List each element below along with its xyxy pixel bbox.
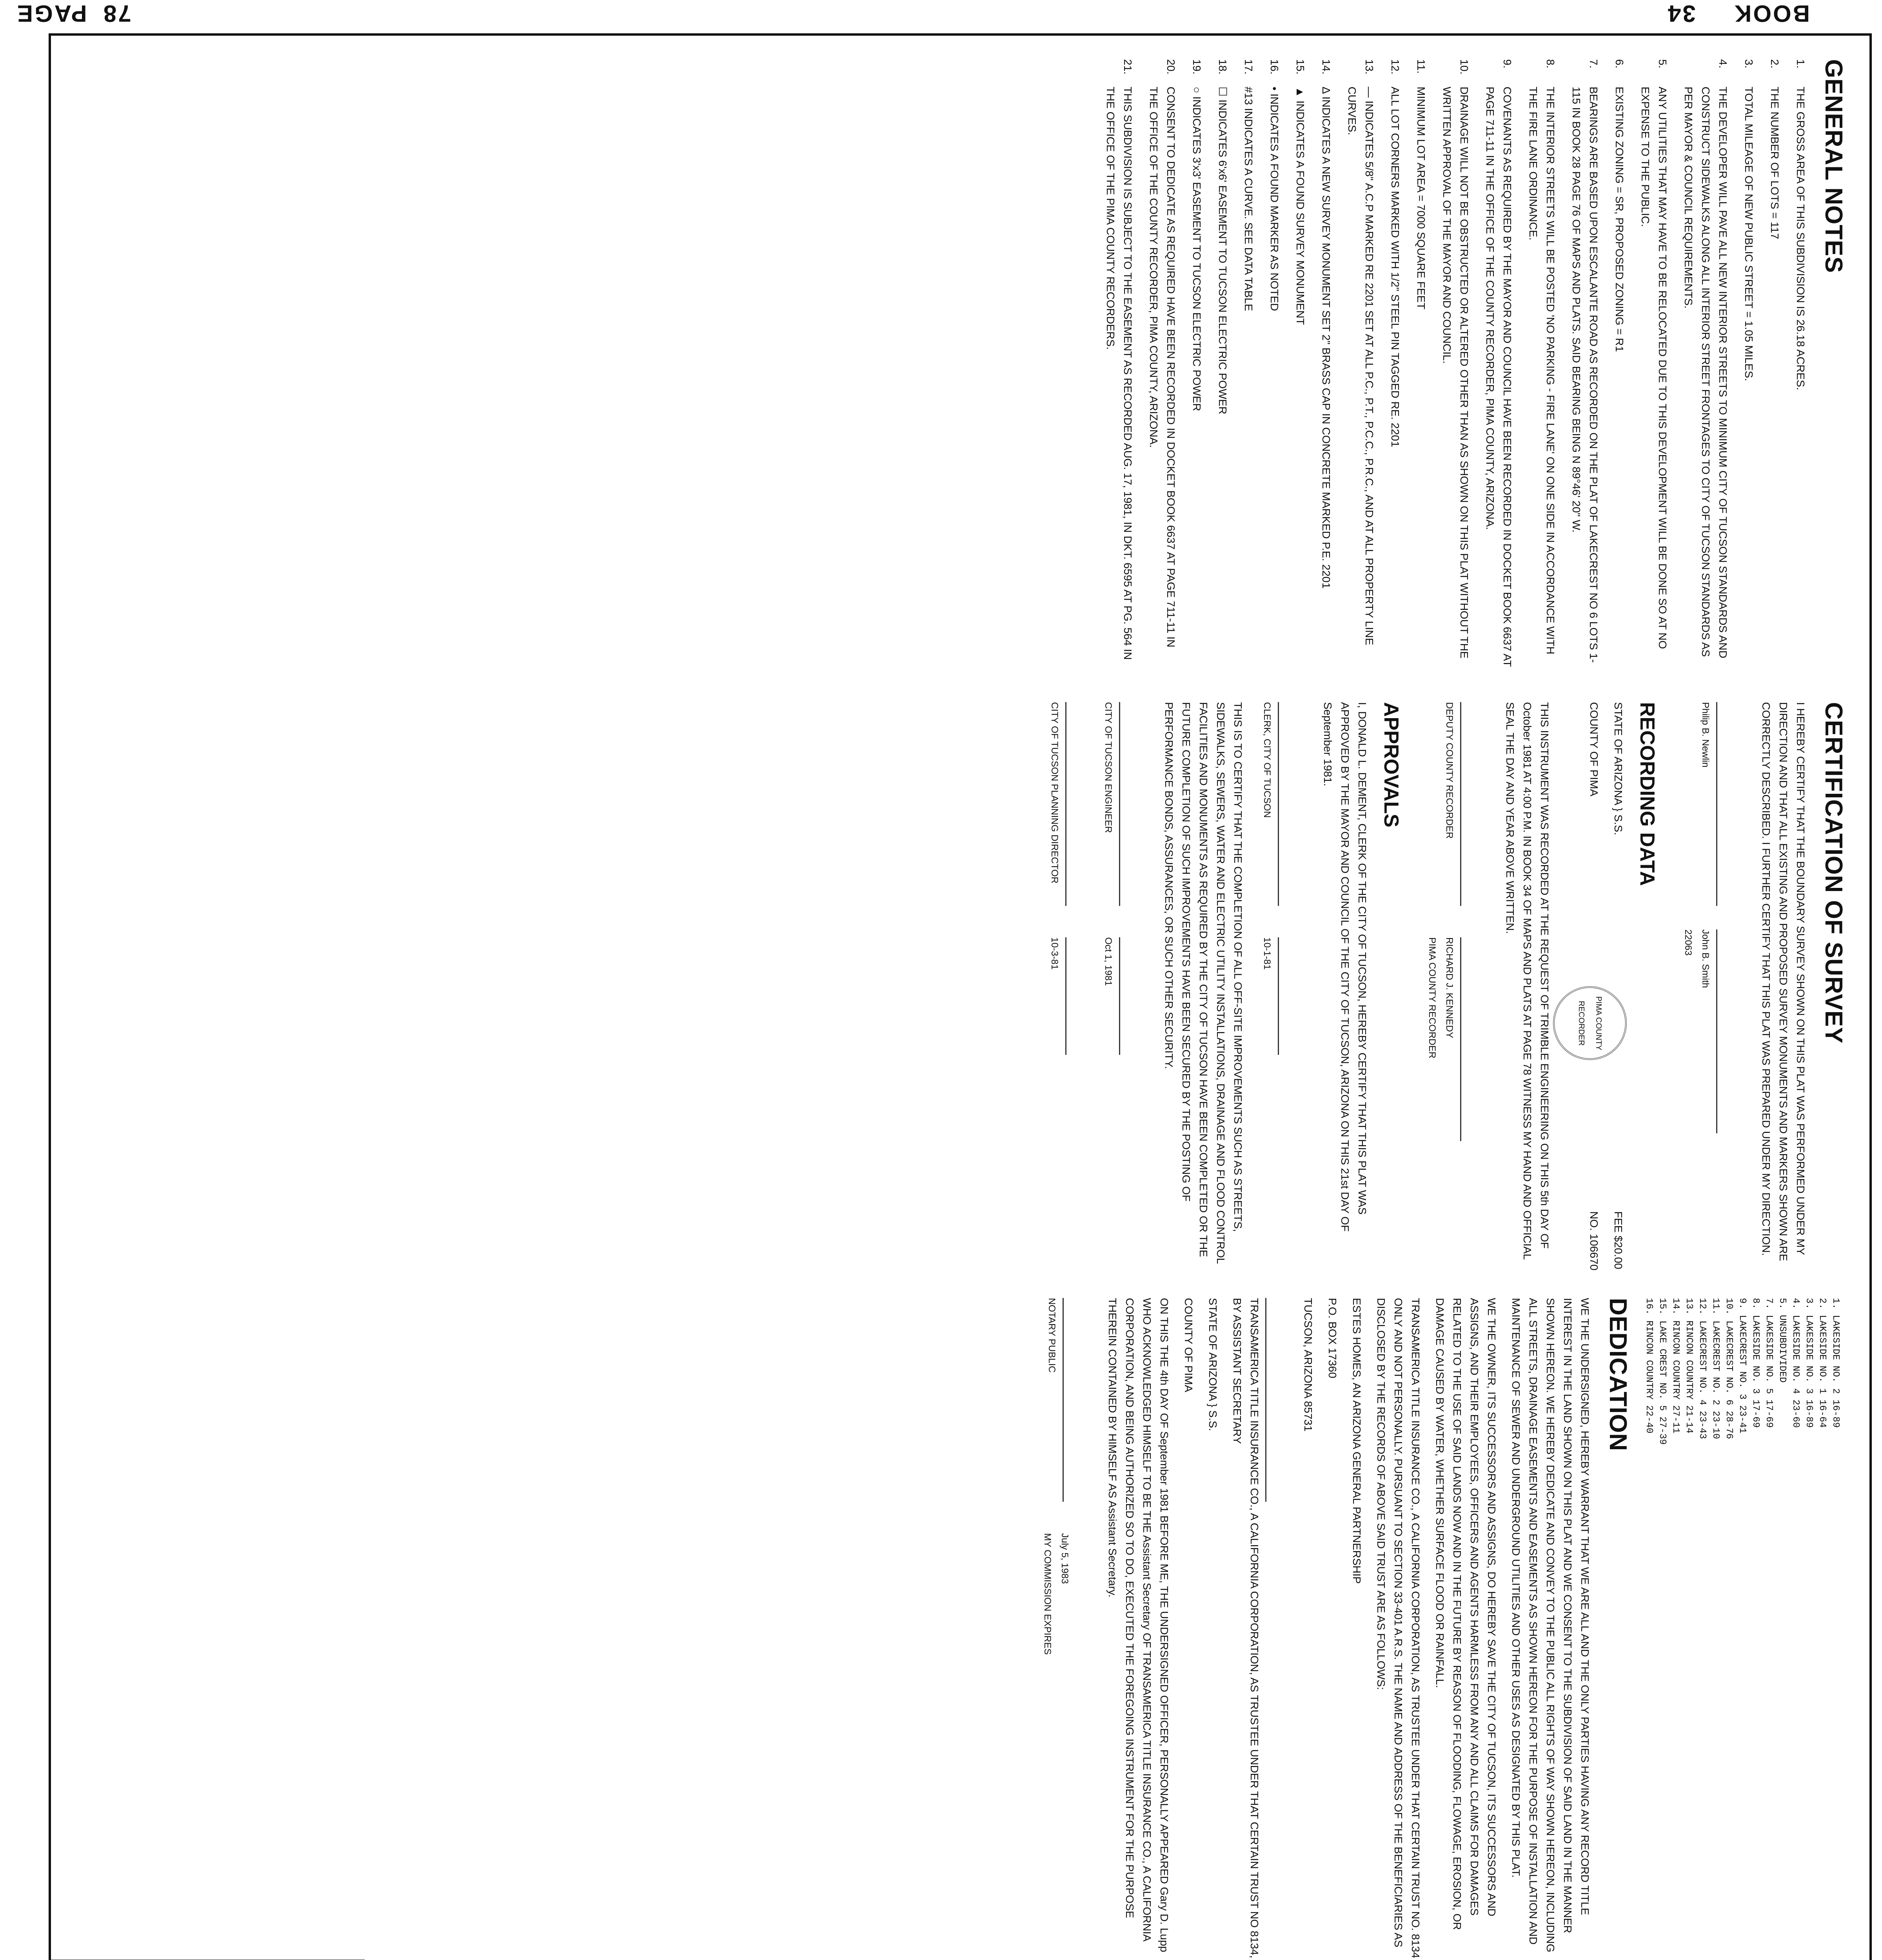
signature-line [1716, 929, 1741, 1133]
general-notes-section [1093, 59, 1847, 671]
commission-expiry-label: MY COMMISSION EXPIRES [1042, 1533, 1053, 1655]
legend-table-row: 4. LAKESIDE NO. 4 23-60 [1790, 1298, 1801, 1428]
certification-title: CERTIFICATION OF SURVEY [1820, 702, 1847, 1044]
general-note-number: 18. [1217, 59, 1229, 74]
general-note-number: 5. [1657, 59, 1669, 69]
notary-label: NOTARY PUBLIC [1046, 1298, 1057, 1373]
general-note-number: 4. [1717, 59, 1729, 69]
general-note-number: 6. [1613, 59, 1626, 69]
general-note-number: 3. [1743, 59, 1755, 69]
sheet-header [0, 0, 1882, 27]
dedication-column [1039, 1298, 1842, 1960]
general-note-item [1438, 59, 1473, 671]
recording-state: STATE OF ARIZONA } S.S. [1612, 702, 1624, 835]
ack-county: COUNTY OF PIMA [1183, 1298, 1195, 1392]
legend-table-row: 7. LAKESIDE NO. 5 17-69 [1764, 1298, 1774, 1428]
signature-line [1063, 1298, 1087, 1502]
date-line [1278, 937, 1303, 1055]
general-note-number: 15. [1294, 59, 1306, 74]
recording-county: COUNTY OF PIMA [1588, 702, 1600, 797]
certification-column [1046, 702, 1847, 1270]
general-note-number: 10. [1458, 59, 1470, 74]
header-book-number: 34 [1666, 0, 1696, 27]
general-note-text: • INDICATES A FOUND MARKER AS NOTED [1268, 87, 1281, 311]
general-note-number: 8. [1544, 59, 1557, 69]
trustee-statement: TRANSAMERICA TITLE INSURANCE CO., A CALIFORNIA CORPORATION, AS TRUSTEE UNDER THAT CERTAIN TRUST NO 8134, BY ASSISTANT SECRETARY [1231, 1298, 1261, 1958]
general-note-item [1792, 59, 1809, 671]
dedication-title: DEDICATION [1604, 1298, 1631, 1452]
deputy-label: DEPUTY COUNTY RECORDER [1444, 702, 1455, 839]
general-note-number: 2. [1769, 59, 1781, 69]
legend-table-row: 5. UNSUBDIVIDED [1777, 1298, 1788, 1383]
general-note-text: Δ INDICATES A NEW SURVEY MONUMENT SET 2" BRASS CAP IN CONCRETE MARKED P.E. 2201 [1320, 87, 1332, 589]
general-note-text: ANY UTILITIES THAT MAY HAVE TO BE RELOCATED DUE TO THIS DEVELOPMENT WILL BE DONE SO AT NO EXPENSE TO THE PUBLIC. [1639, 87, 1669, 649]
recording-number: NO. 106670 [1588, 1211, 1600, 1270]
beneficiary-city: TUCSON, ARIZONA 85731 [1302, 1298, 1314, 1432]
approval-date-2: Oct 1, 1981 [1103, 937, 1114, 986]
general-note-text: #13 INDICATES A CURVE. SEE DATA TABLE [1243, 87, 1255, 311]
general-note-number: 17. [1243, 59, 1255, 74]
general-note-item [1637, 59, 1671, 671]
dedication-paragraph-1: WE THE UNDERSIGNED, HEREBY WARRANT THAT WE ARE ALL AND THE ONLY PARTIES HAVING ANY RECORD TITLE INTEREST IN THE LAND SHOWN ON THIS PLAT AND WE CONSENT TO THE SUBDIVISION OF SAID LAND IN THE MANNER SHOWN HEREON. WE HEREBY DEDICATE AND CONVEY TO THE PUBLIC ALL RIGHTS OF WAY SHOWN HEREON, INCLUDING ALL STREETS, DRAINAGE EASEMENTS AND EASEMENTS AS SHOWN HEREON FOR THE PURPOSE OF INSTALLATION AND MAINTENANCE OF SEWER AND UNDERGROUND UTILITIES AND OTHER USES AS DESIGNATED BY THIS PLAT. [1510, 1298, 1591, 1953]
engineer-registration: 22063 [1683, 929, 1693, 956]
general-note-text: THIS SUBDIVISION IS SUBJECT TO THE EASEMENT AS RECORDED AUG. 17, 1981, IN DKT. 6595 AT PG. 564 IN THE OFFICE OF THE PIMA COUNTY RECORDERS. [1104, 87, 1134, 660]
general-note-number: 7. [1588, 59, 1600, 69]
header-book-label: BOOK [1733, 0, 1810, 27]
signature-line [1716, 702, 1741, 906]
general-note-item [1188, 59, 1205, 671]
legend-table-row: 12. LAKECREST NO. 4 23-43 [1697, 1298, 1708, 1439]
general-note-item [1214, 59, 1231, 671]
legend-table-row: 8. LAKESIDE NO. 3 17-69 [1750, 1298, 1761, 1428]
beneficiary-po-box: P.O. BOX 17360 [1326, 1298, 1339, 1378]
legend-table-row: 10. LAKECREST NO. 6 28-76 [1724, 1298, 1734, 1439]
recorder-name: RICHARD J. KENNEDY [1444, 937, 1455, 1038]
general-note-number: 16. [1268, 59, 1281, 74]
clerk-label: CLERK, CITY OF TUCSON [1262, 702, 1272, 818]
general-notes-list [1102, 59, 1809, 671]
plat-sheet [49, 33, 1872, 1960]
planning-director-label: CITY OF TUCSON PLANNING DIRECTOR [1049, 702, 1060, 884]
recording-text: THIS INSTRUMENT WAS RECORDED AT THE REQUEST OF TRIMBLE ENGINEERING ON THIS 5th DAY OF October 1981 AT 4:00 P.M. IN BOOK 34 OF MAPS AND PLATS AT PAGE 78 WITNESS MY HAND AND OFFICIAL SEAL THE DAY AND YEAR ABOVE WRITTEN. [1504, 702, 1551, 1259]
beneficiary-name: ESTES HOMES, AN ARIZONA GENERAL PARTNERSHIP [1351, 1298, 1363, 1584]
general-note-item [1412, 59, 1430, 671]
recording-fee: FEE $20.00 [1612, 1211, 1624, 1269]
general-note-number: 13. [1363, 59, 1375, 74]
general-note-text: — INDICATES 5/8" A.C.P MARKED RE 2201 SET AT ALL P.C., P.T., P.C.C., P.R.C., AND AT ALL PROPERTY LINE CURVES. [1346, 87, 1375, 646]
legend-table-row: 16. RINCON COUNTRY 22-40 [1644, 1298, 1654, 1434]
general-note-item [1481, 59, 1516, 671]
signature-line [1065, 702, 1090, 906]
legend-table-row: 1. LAKESIDE NO. 2 16-89 [1830, 1298, 1841, 1428]
general-note-item [1386, 59, 1404, 671]
signature-line [1460, 937, 1485, 1141]
general-note-item [1343, 59, 1378, 671]
recording-title: RECORDING DATA [1636, 702, 1659, 886]
engineer-signature: John B. Smith [1700, 929, 1711, 988]
general-notes-title: GENERAL NOTES [1820, 59, 1847, 273]
legend-table-row: 13. RINCON COUNTRY 21-14 [1684, 1298, 1694, 1434]
dedication-paragraph-2: WE THE OWNER, ITS SUCCESSORS AND ASSIGNS, DO HEREBY SAVE THE CITY OF TUCSON, ITS SUCCESSORS AND ASSIGNS, AND THEIR EMPLOYEES, OFFICERS AND AGENTS HARMLESS FROM ANY AND ALL CLAIMS FOR DAMAGES RELATED TO THE USE OF SAID LANDS NOW AND IN THE FUTURE BY REASON OF FLOODING, FLOWAGE, EROSION, OR DAMAGE CAUSED BY WATER, WHETHER SURFACE FLOOD OR RAINFALL. [1434, 1298, 1498, 1930]
legend-table-row: 11. LAKECREST NO. 2 23-10 [1710, 1298, 1721, 1439]
signature-line [1460, 702, 1485, 906]
commission-expiry-date: July 5, 1983 [1059, 1533, 1070, 1584]
legend-table-row: 2. LAKESIDE NO. 1 16-64 [1817, 1298, 1828, 1428]
general-note-text: THE DEVELOPER WILL PAVE ALL NEW INTERIOR STREETS TO MINIMUM CITY OF TUCSON STANDARDS AND CONSTRUCT SIDEWALKS ALONG ALL INTERIOR STREET FRONTAGES TO CITY OF TUCSON STANDARDS AS PER MAYOR & COUNCIL REQUIREMENTS. [1682, 87, 1729, 659]
approvals-title: APPROVALS [1380, 702, 1402, 828]
general-note-text: ALL LOT CORNERS MARKED WITH 1/2" STEEL PIN TAGGED RE. 2201 [1389, 87, 1401, 447]
date-line [1119, 937, 1144, 1055]
general-note-text: THE NUMBER OF LOTS = 117 [1769, 87, 1781, 240]
header-page-label: PAGE [16, 0, 87, 27]
approvals-text: I, DONALD L. DEMENT, CLERK OF THE CITY OF TUCSON, HEREBY CERTIFY THAT THIS PLAT WAS APPROVED BY THE MAYOR AND COUNCIL OF THE CITY OF TUCSON, ARIZONA ON THIS 21st DAY OF September 1981. [1322, 702, 1368, 1232]
general-note-text: THE GROSS AREA OF THIS SUBDIVISION IS 26.18 ACRES. [1795, 87, 1807, 390]
engineer-label: CITY OF TUCSON ENGINEER [1103, 702, 1114, 833]
general-note-text: MINIMUM LOT AREA = 7000 SQUARE FEET [1415, 87, 1427, 310]
general-note-item [1102, 59, 1136, 671]
recorder-title: PIMA COUNTY RECORDER [1427, 937, 1437, 1058]
general-note-text: BEARINGS ARE BASED UPON ESCALANTE ROAD AS RECORDED ON THE PLAT OF LAKECREST NO 6 LOTS 1-115 IN BOOK 28 PAGE 76 OF MAPS AND PLATS. SAID BEARING BEING N 89°46' 20" W. [1570, 87, 1600, 663]
general-note-item [1740, 59, 1757, 671]
general-note-text: ▲ INDICATES A FOUND SURVEY MONUMENT [1294, 87, 1306, 325]
general-note-item [1266, 59, 1283, 671]
general-note-number: 12. [1389, 59, 1401, 74]
date-line [1065, 937, 1090, 1055]
general-note-item [1145, 59, 1179, 671]
general-note-item [1292, 59, 1309, 671]
general-note-number: 14. [1320, 59, 1332, 74]
dedication-paragraph-3: TRANSAMERICA TITLE INSURANCE CO., A CALIFORNIA CORPORATION, AS TRUSTEE UNDER THAT CERTAIN TRUST NO. 8134 ONLY AND NOT PERSONALLY. PURSUANT TO SECTION 33-401 A.R.S. THE NAME AND ADDRESS OF THE BENEFICIARIES AS DISCLOSED BY THE RECORDS OF ABOVE SAID TRUST ARE AS FOLLOWS: [1375, 1298, 1422, 1958]
general-note-text: DRAINAGE WILL NOT BE OBSTRUCTED OR ALTERED OTHER THAN AS SHOWN ON THIS PLAT WITHOUT THE WRITTEN APPROVAL OF THE MAYOR AND COUNCIL. [1441, 87, 1470, 659]
general-note-text: COVENANTS AS REQUIRED BY THE MAYOR AND COUNCIL HAVE BEEN RECORDED IN DOCKET BOOK 6637 AT PAGE 711-11 IN THE OFFICE OF THE COUNTY RECORDER, PIMA COUNTY, ARIZONA. [1484, 87, 1513, 667]
general-note-number: 21. [1122, 59, 1134, 74]
certification-text: I HEREBY CERTIFY THAT THE BOUNDARY SURVEY SHOWN ON THIS PLAT WAS PERFORMED UNDER MY DIRECTION AND THAT ALL EXISTING AND PROPOSED SURVEY MONUMENTS AND MARKERS SHOWN ARE CORRECTLY DESCRIBED. I FURTHER CERTIFY THAT THIS PLAT WAS PREPARED UNDER MY DIRECTION. [1760, 702, 1807, 1261]
improvements-certification: THIS IS TO CERTIFY THAT THE COMPLETION OF ALL OFF-SITE IMPROVEMENTS SUCH AS STREETS, SIDEWALKS, SEWERS, WATER AND ELECTRIC UTILITY INSTALLATIONS, DRAINAGE AND FLOOD CONTROL FACILITIES AND MONUMENTS AS REQUIRED BY THE CITY OF TUCSON HAVE BEEN COMPLETED OR THE FUTURE COMPLETION OF SUCH IMPROVEMENTS HAVE BEEN SECURED BY THE POSTING OF PERFORMANCE BONDS, ASSURANCES, OR SUCH OTHER SECURITY. [1163, 702, 1244, 1264]
acknowledgment-text: ON THIS THE 4th DAY OF September 1981 BEFORE ME, THE UNDERSIGNED OFFICER, PERSONALLY APPEARED Gary D. Lupp WHO ACKNOWLEDGED HIMSELF TO BE THE Assistant Secretary OF TRANSAMERICA TITLE INSURANCE CO., A CALIFORNIA CORPORATION, AND BEING AUTHORIZED SO TO DO, EXECUTED THE FOREGOING INSTRUMENT FOR THE PURPOSE THEREIN CONTAINED BY HIMSELF AS Assistant Secretary. [1106, 1298, 1170, 1953]
legend-table-row: 9. LAKECREST NO. 3 23-41 [1737, 1298, 1748, 1434]
general-note-number: 19. [1191, 59, 1203, 74]
general-note-text: CONSENT TO DEDICATE AS REQUIRED HAVE BEEN RECORDED IN DOCKET BOOK 6637 AT PAGE 711-11 IN THE OFFICE OF THE COUNTY RECORDER, PIMA COUNTY, ARIZONA. [1148, 87, 1177, 648]
signature-line [1119, 702, 1144, 906]
recorder-seal: PIMA COUNTY RECORDER [1553, 986, 1627, 1060]
general-note-text: THE INTERIOR STREETS WILL BE POSTED 'NO PARKING - FIRE LANE' ON ONE SIDE IN ACCORDANCE WITH THE FIRE LANE ORDINANCE. [1527, 87, 1557, 655]
legend-table-row: 14. RINCON COUNTRY 27-11 [1670, 1298, 1681, 1434]
general-note-item [1240, 59, 1257, 671]
approval-date-3: 10-3-81 [1049, 937, 1060, 970]
general-note-item [1766, 59, 1783, 671]
general-note-text: EXISTING ZONING = SR, PROPOSED ZONING = R1 [1613, 87, 1626, 352]
general-note-item [1524, 59, 1559, 671]
legend-table-row: 15. LAKE CREST NO. 5 27-39 [1657, 1298, 1668, 1445]
approval-date-1: 10-1-81 [1262, 937, 1272, 970]
general-note-text: ☐ INDICATES 6'x6' EASEMENT TO TUCSON ELECTRIC POWER [1217, 87, 1229, 415]
general-note-text: TOTAL MILEAGE OF NEW PUBLIC STREET = 1.05 MILES. [1743, 87, 1755, 381]
surveyor-signature: Philip B. Newlin [1700, 702, 1711, 768]
general-note-text: ○ INDICATES 3'x3' EASEMENT TO TUCSON ELECTRIC POWER [1191, 87, 1203, 411]
general-note-number: 9. [1501, 59, 1513, 69]
general-note-item [1317, 59, 1335, 671]
general-note-number: 11. [1415, 59, 1427, 74]
ack-state: STATE OF ARIZONA } S.S. [1207, 1298, 1219, 1431]
legend-table-row: 3. LAKESIDE NO. 3 16-89 [1804, 1298, 1814, 1428]
signature-line [1278, 702, 1303, 906]
header-page-number: 78 [102, 0, 131, 27]
general-note-item [1680, 59, 1731, 671]
signature-line [1265, 1298, 1290, 1502]
general-note-item [1611, 59, 1628, 671]
general-note-number: 1. [1795, 59, 1807, 69]
general-note-number: 20. [1165, 59, 1177, 74]
general-note-item [1568, 59, 1602, 671]
subdivision-legend-table [1642, 1298, 1842, 1960]
